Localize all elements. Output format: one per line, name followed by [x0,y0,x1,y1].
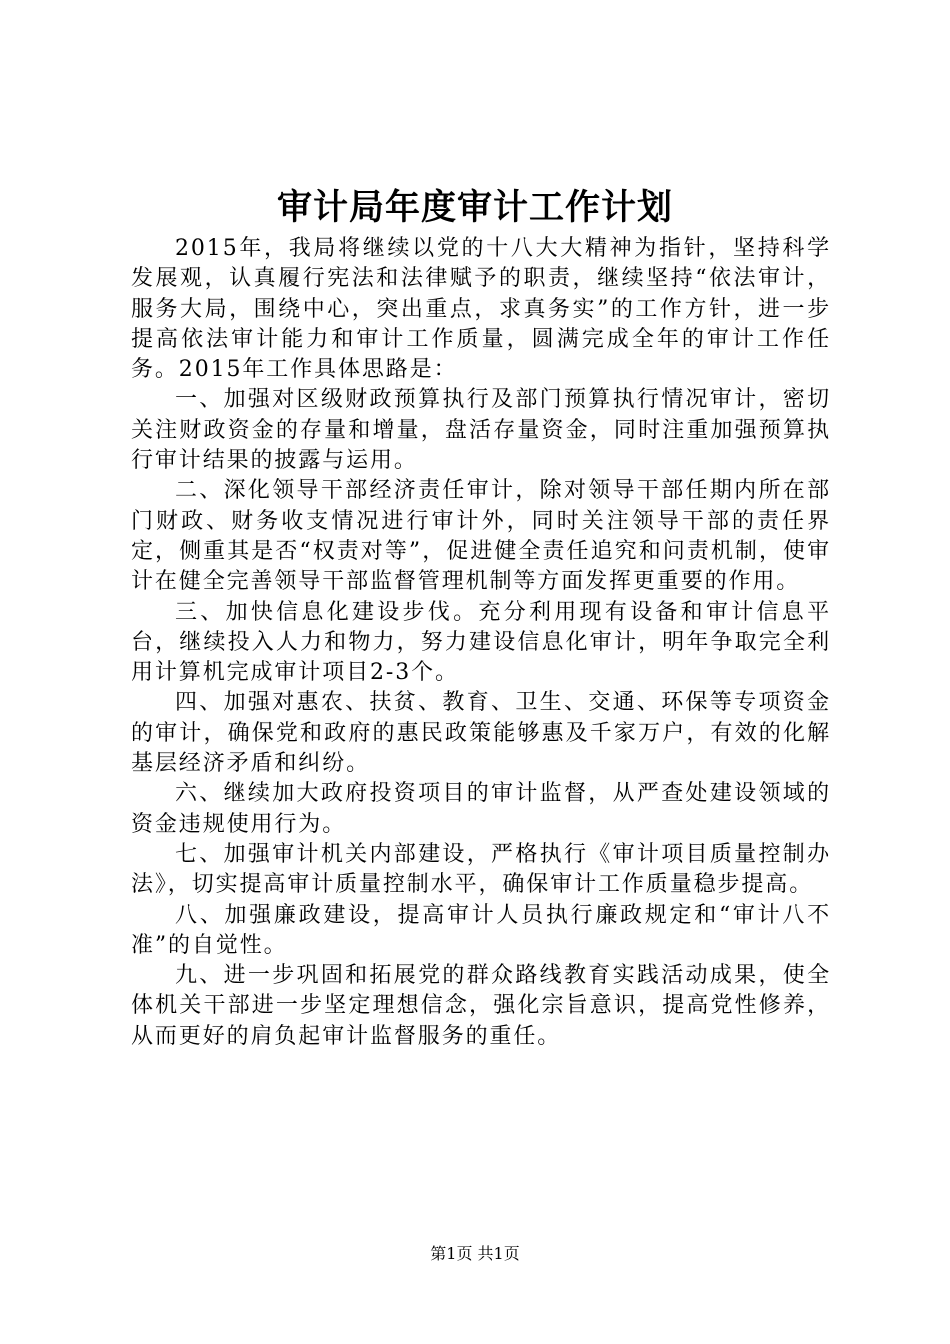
document-title: 审计局年度审计工作计划 [276,187,673,228]
paragraph-item-4: 四、加强对惠农、扶贫、教育、卫生、交通、环保等专项资金的审计，确保党和政府的惠民政策能够惠及千家万户，有效的化解基层经济矛盾和纠纷。 [131,690,831,777]
document-body [131,234,831,1052]
paragraph-item-3: 三、加快信息化建设步伐。充分利用现有设备和审计信息平台，继续投入人力和物力，努力建设信息化审计，明年争取完全利用计算机完成审计项目2-3个。 [131,599,831,686]
paragraph-item-8: 八、加强廉政建设，提高审计人员执行廉政规定和“审计八不准”的自觉性。 [131,902,831,958]
paragraph-intro: 2015年，我局将继续以党的十八大大精神为指针，坚持科学发展观，认真履行宪法和法律赋予的职责，继续坚持“依法审计，服务大局，围绕中心，突出重点，求真务实”的工作方针，进一步提高依法审计能力和审计工作质量，圆满完成全年的审计工作任务。2015年工作具体思路是： [131,236,831,383]
paragraph-item-7: 七、加强审计机关内部建设，严格执行《审计项目质量控制办法》，切实提高审计质量控制水平，确保审计工作质量稳步提高。 [131,841,831,898]
paragraph-item-9: 九、进一步巩固和拓展党的群众路线教育实践活动成果，使全体机关干部进一步坚定理想信念，强化宗旨意识，提高党性修养，从而更好的肩负起审计监督服务的重任。 [131,963,831,1049]
paragraph-item-2: 二、深化领导干部经济责任审计，除对领导干部任期内所在部门财政、财务收支情况进行审计外，同时关注领导干部的责任界定，侧重其是否“权责对等”，促进健全责任追究和问责机制，使审计在健全完善领导干部监督管理机制等方面发挥更重要的作用。 [131,478,831,595]
paragraph-item-6: 六、继续加大政府投资项目的审计监督，从严查处建设领域的资金违规使用行为。 [131,781,831,837]
page-footer: 第1页 共1页 [430,1244,520,1263]
paragraph-item-1: 一、加强对区级财政预算执行及部门预算执行情况审计，密切关注财政资金的存量和增量，盘活存量资金，同时注重加强预算执行审计结果的披露与运用。 [131,387,831,474]
